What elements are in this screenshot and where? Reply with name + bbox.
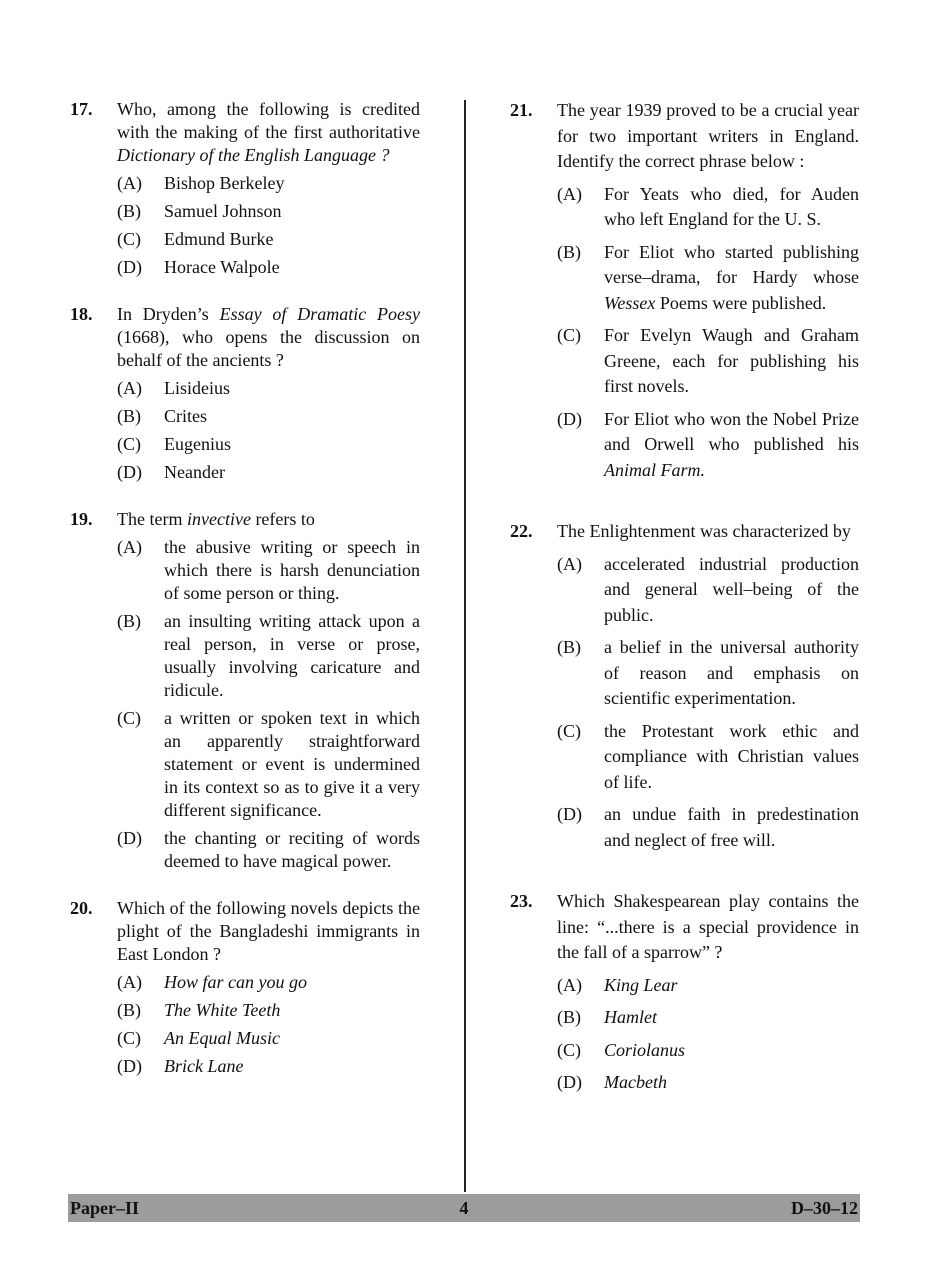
option-letter: (A) [117, 972, 142, 992]
answer-option [117, 405, 420, 428]
option-text [164, 228, 420, 251]
text-run: Horace Walpole [164, 257, 280, 277]
text-run: Which Shakespearean play contains the line: “...there is a special providence in the fall of a sparrow” ? [557, 891, 859, 962]
answer-option [557, 182, 859, 233]
answer-option [117, 707, 420, 822]
option-text [604, 240, 859, 317]
text-run: The term [117, 509, 187, 529]
question-body [557, 889, 859, 1096]
text-run: Lisideius [164, 378, 230, 398]
question-stem [557, 889, 859, 966]
answer-option [557, 552, 859, 629]
italic-text: Animal Farm. [604, 459, 705, 480]
left-column [70, 98, 420, 1102]
text-run: an undue faith in predestination and neglect of free will. [604, 804, 859, 850]
option-letter: (D) [557, 804, 582, 824]
question [70, 508, 420, 873]
option-letter: (A) [117, 173, 142, 193]
text-run: accelerated industrial production and general well–being of the public. [604, 553, 859, 625]
footer-paper-label: Paper–II [70, 1197, 139, 1218]
option-letter: (C) [557, 720, 581, 741]
question-body [117, 508, 420, 873]
text-run: refers to [250, 509, 315, 529]
option-letter: (C) [117, 1028, 141, 1048]
right-column [510, 98, 859, 1132]
answer-option [117, 1055, 420, 1078]
italic-text: invective [186, 509, 251, 529]
text-run: Poems were published. [655, 292, 827, 313]
option-text [164, 971, 420, 994]
question [70, 897, 420, 1078]
italic-text: Essay of Dramatic Poesy [219, 304, 421, 324]
option-text [604, 1005, 859, 1031]
question-body [557, 519, 859, 853]
option-text [164, 200, 420, 223]
option-letter: (A) [557, 974, 582, 995]
option-text [604, 552, 859, 629]
option-text [604, 182, 859, 233]
question-body [117, 303, 420, 484]
question-number: 18. [70, 304, 93, 324]
option-text [604, 719, 859, 796]
text-run: For Eliot who started publishing verse–drama, for Hardy whose [604, 241, 859, 287]
answer-option [557, 240, 859, 317]
text-run: Samuel Johnson [164, 201, 282, 221]
answer-option [557, 719, 859, 796]
question-number: 17. [70, 99, 93, 119]
italic-text: King Lear [604, 974, 678, 995]
italic-text: Wessex [604, 292, 656, 313]
option-letter: (D) [557, 408, 582, 429]
option-letter: (D) [117, 462, 142, 482]
question-body [117, 98, 420, 279]
answer-option [117, 172, 420, 195]
option-letter: (B) [117, 201, 141, 221]
option-text [164, 610, 420, 702]
question-stem [557, 98, 859, 175]
text-run: an insulting writing attack upon a real person, in verse or prose, usually involving caricature and ridicule. [164, 611, 420, 700]
footer-page-number: 4 [459, 1197, 469, 1218]
question [70, 98, 420, 279]
answer-option [117, 610, 420, 702]
text-run: For Yeats who died, for Auden who left England for the U. S. [604, 183, 859, 229]
italic-text: Coriolanus [604, 1039, 686, 1060]
italic-text: The White Teeth [164, 1000, 281, 1020]
answer-option [557, 635, 859, 712]
option-text [604, 973, 859, 999]
option-text [164, 172, 420, 195]
option-letter: (C) [557, 1039, 581, 1060]
answer-option [117, 377, 420, 400]
answer-option [117, 228, 420, 251]
question-number: 21. [510, 100, 533, 120]
option-text [164, 827, 420, 873]
answer-option [117, 536, 420, 605]
text-run: the abusive writing or speech in which there is harsh denunciation of some person or thing. [164, 537, 420, 603]
option-letter: (C) [557, 325, 581, 345]
question-number: 20. [70, 898, 93, 918]
option-letter: (D) [117, 828, 142, 848]
option-text [604, 802, 859, 853]
text-run: Bishop Berkeley [164, 173, 285, 193]
answer-option [117, 971, 420, 994]
text-run: Neander [164, 462, 225, 482]
option-letter: (B) [117, 1000, 141, 1020]
italic-text: Macbeth [604, 1072, 667, 1092]
option-letter: (C) [117, 708, 141, 728]
option-text [604, 407, 859, 484]
text-run: Crites [164, 406, 207, 426]
option-letter: (A) [117, 537, 142, 557]
page-footer [68, 1194, 860, 1222]
option-text [164, 461, 420, 484]
text-run: the Protestant work ethic and compliance with Christian values of life. [604, 720, 859, 792]
text-run: In Dryden’s [117, 304, 220, 324]
option-text [164, 707, 420, 822]
answer-option [557, 1005, 859, 1031]
italic-text: Brick Lane [164, 1056, 244, 1076]
answer-option [117, 200, 420, 223]
option-text [164, 405, 420, 428]
column-divider [464, 100, 466, 1192]
option-text [164, 999, 420, 1022]
question-number: 22. [510, 521, 533, 541]
question-body [117, 897, 420, 1078]
question [510, 519, 859, 853]
option-letter: (A) [557, 553, 582, 574]
option-text [164, 377, 420, 400]
italic-text: Hamlet [604, 1007, 657, 1027]
answer-option [557, 802, 859, 853]
question-stem [117, 98, 420, 167]
answer-option [557, 407, 859, 484]
text-run: The Enlightenment was characterized by [557, 521, 851, 541]
italic-text: How far can you go [164, 972, 307, 992]
option-letter: (B) [557, 1007, 581, 1027]
option-letter: (B) [557, 637, 581, 657]
option-text [604, 1070, 859, 1096]
question-body [557, 98, 859, 483]
option-text [604, 1038, 859, 1064]
answer-option [117, 1027, 420, 1050]
option-letter: (A) [117, 378, 142, 398]
option-text [164, 1055, 420, 1078]
answer-option [117, 999, 420, 1022]
option-letter: (C) [117, 434, 141, 454]
answer-option [557, 323, 859, 400]
text-run: Eugenius [164, 434, 231, 454]
text-run: Which of the following novels depicts the plight of the Bangladeshi immigrants in East London ? [117, 898, 420, 964]
option-letter: (C) [117, 229, 141, 249]
option-text [604, 635, 859, 712]
question [510, 98, 859, 483]
option-letter: (D) [117, 257, 142, 277]
text-run: The year 1939 proved to be a crucial year for two important writers in England. Identify the correct phrase below : [557, 100, 859, 171]
question-stem [117, 303, 420, 372]
option-text [164, 536, 420, 605]
option-text [604, 323, 859, 400]
question [510, 889, 859, 1096]
text-run: Who, among the following is credited with the making of the first authoritative [117, 99, 420, 142]
answer-option [557, 1070, 859, 1096]
answer-option [117, 461, 420, 484]
answer-option [117, 827, 420, 873]
option-text [164, 433, 420, 456]
answer-option [117, 433, 420, 456]
option-text [164, 1027, 420, 1050]
option-letter: (D) [557, 1072, 582, 1092]
question-number: 23. [510, 891, 533, 911]
text-run: For Evelyn Waugh and Graham Greene, each for publishing his first novels. [604, 325, 859, 396]
footer-code: D–30–12 [791, 1197, 859, 1218]
answer-option [557, 1038, 859, 1064]
text-run: the chanting or reciting of words deemed to have magical power. [164, 828, 420, 871]
option-letter: (B) [557, 241, 581, 262]
option-text [164, 256, 420, 279]
text-run: a written or spoken text in which an apparently straightforward statement or event is undermined in its context so as to give it a very different significance. [164, 708, 420, 820]
italic-text: Dictionary of the English Language ? [117, 145, 390, 165]
option-letter: (B) [117, 406, 141, 426]
question [70, 303, 420, 484]
question-stem [117, 508, 420, 531]
option-letter: (A) [557, 183, 582, 204]
text-run: a belief in the universal authority of reason and emphasis on scientific experimentation. [604, 637, 859, 708]
text-run: For Eliot who won the Nobel Prize and Orwell who published his [604, 408, 859, 454]
italic-text: An Equal Music [164, 1028, 280, 1048]
text-run: Edmund Burke [164, 229, 274, 249]
answer-option [117, 256, 420, 279]
option-letter: (B) [117, 611, 141, 631]
text-run: (1668), who opens the discussion on behalf of the ancients ? [117, 327, 420, 370]
answer-option [557, 973, 859, 999]
question-number: 19. [70, 509, 93, 529]
option-letter: (D) [117, 1056, 142, 1076]
question-stem [117, 897, 420, 966]
question-stem [557, 519, 859, 545]
